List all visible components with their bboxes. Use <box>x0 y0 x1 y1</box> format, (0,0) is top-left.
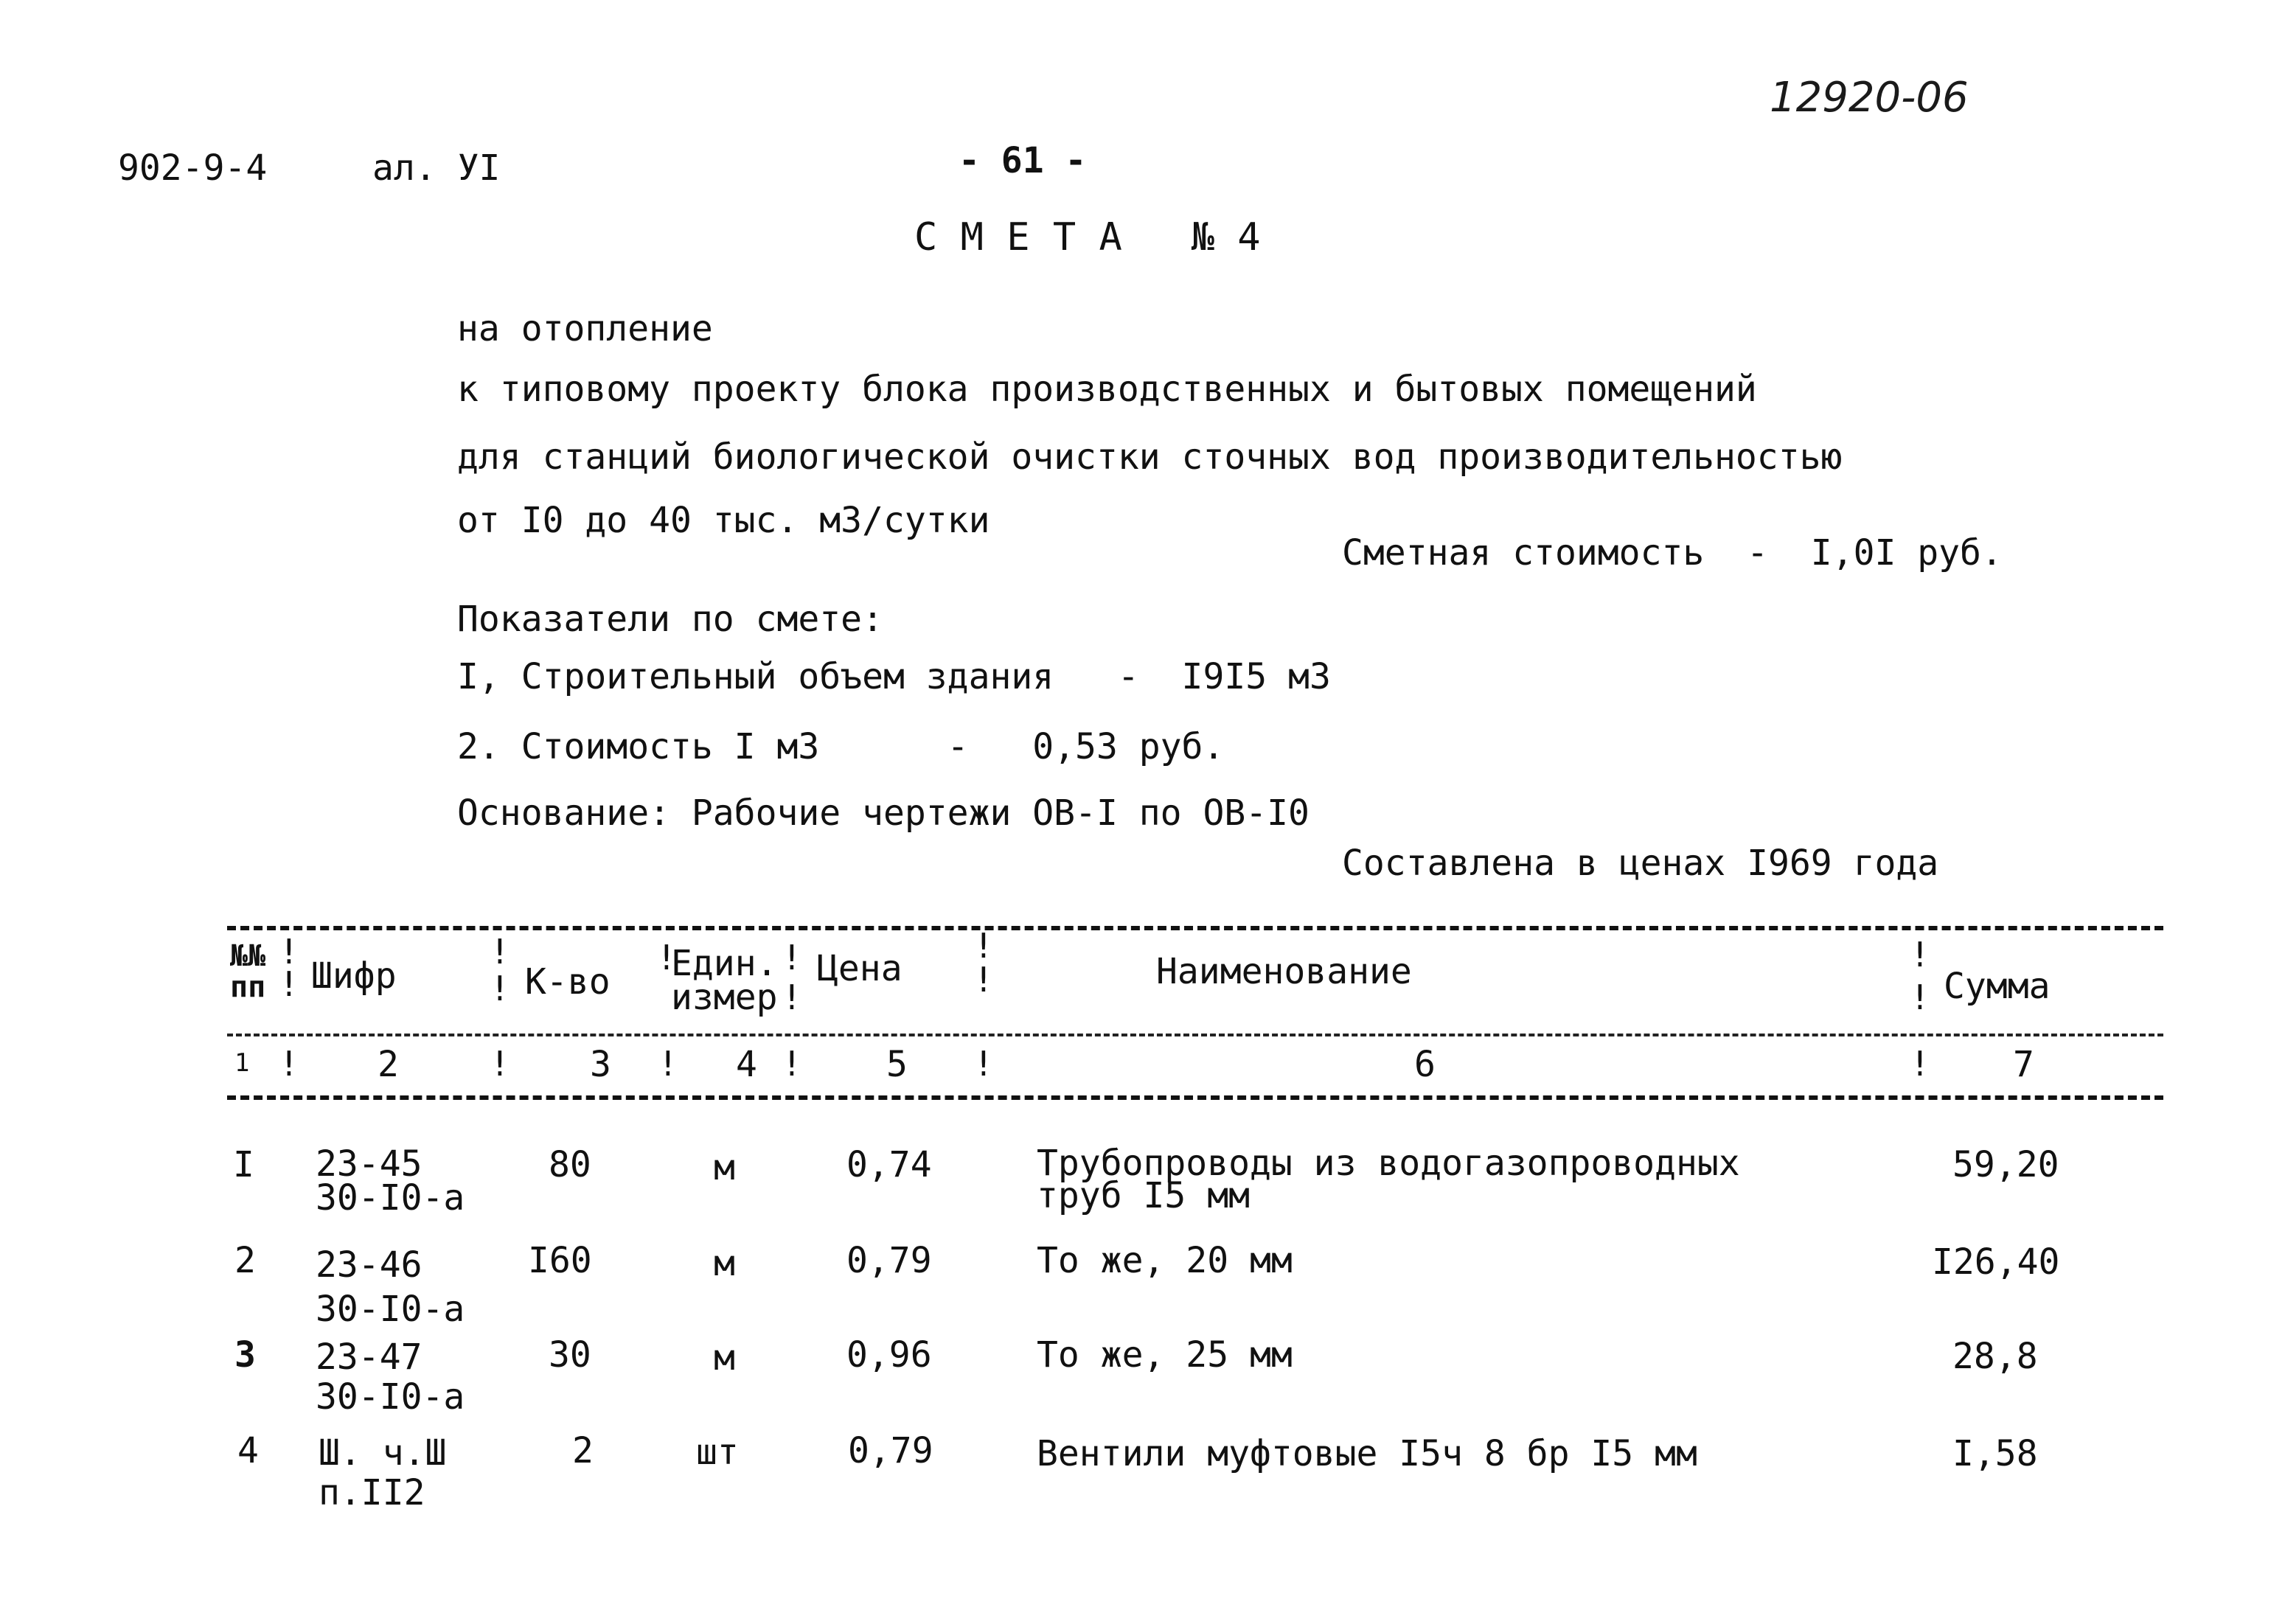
basis-drawings: Основание: Рабочие чертежи ОВ-I по ОВ-I0 <box>457 792 1310 834</box>
intro-line-2: к типовому проекту блока производственных и бытовых помещений <box>457 369 1757 410</box>
table-top-rule <box>227 926 2163 930</box>
row-qty: I60 <box>528 1240 592 1281</box>
row-unit: м <box>714 1147 735 1188</box>
row-sum: 28,8 <box>1952 1336 2038 1377</box>
intro-line-3: для станций биологической очистки сточных вод производительностью <box>457 436 1843 478</box>
row-price: 0,96 <box>846 1334 932 1376</box>
project-code: 902-9-4 <box>118 147 268 189</box>
indicators-title: Показатели по смете: <box>457 599 883 640</box>
row-sum: I26,40 <box>1932 1241 2060 1283</box>
row-num: 2 <box>234 1240 256 1281</box>
row-unit: шт <box>696 1432 739 1473</box>
indicator-building-volume: I, Строительный объем здания - I9I5 м3 <box>457 656 1331 697</box>
table-header-rule <box>227 1034 2163 1036</box>
estimated-cost: Сметная стоимость - I,0I руб. <box>1342 532 2003 574</box>
row-price: 0,74 <box>846 1144 932 1185</box>
col-num-3: 3 <box>590 1044 611 1085</box>
prices-year: Составлена в ценах I969 года <box>1342 843 1939 884</box>
indicator-cost-per-m3: 2. Стоимость I м3 - 0,53 руб. <box>457 726 1225 767</box>
row-code: 23-46 30-I0-а <box>316 1244 465 1330</box>
row-unit: м <box>714 1337 735 1379</box>
row-unit: м <box>714 1243 735 1284</box>
row-sum: I,58 <box>1952 1433 2038 1474</box>
row-num: I <box>233 1144 254 1185</box>
header-sum: Сумма <box>1944 966 2051 1007</box>
header-price: Цена <box>817 948 902 989</box>
row-qty: 80 <box>549 1144 591 1185</box>
row-name: То же, 25 мм <box>1037 1334 1293 1376</box>
document-title: С М Е Т А № 4 <box>914 215 1261 259</box>
row-num: 3 <box>234 1334 256 1376</box>
row-name: Трубопроводы из водогазопроводных труб I5 мм <box>1037 1143 1740 1216</box>
handwritten-archive-number: 12920-06 <box>1770 74 1969 122</box>
col-num-6: 6 <box>1414 1044 1436 1085</box>
col-num-2: 2 <box>378 1044 399 1085</box>
row-price: 0,79 <box>846 1240 932 1281</box>
page-number: - 61 - <box>959 140 1087 181</box>
row-name: Вентили муфтовые I5ч 8 бр I5 мм <box>1037 1433 1697 1474</box>
row-code: Ш. ч.Ш п.II2 <box>319 1432 447 1513</box>
col-num-4: 4 <box>736 1044 757 1085</box>
row-num: 4 <box>237 1430 259 1471</box>
table-colnum-rule <box>227 1095 2163 1100</box>
header-qty: К-во <box>525 961 611 1003</box>
col-num-7: 7 <box>2013 1044 2034 1085</box>
album-label: ал. УI <box>372 147 501 189</box>
row-qty: 2 <box>572 1430 594 1471</box>
intro-line-4: от I0 до 40 тыс. м3/сутки <box>457 500 990 541</box>
row-qty: 30 <box>549 1334 591 1376</box>
row-sum: 59,20 <box>1952 1144 2059 1185</box>
row-code: 23-45 30-I0-а <box>316 1143 465 1219</box>
header-name: Наименование <box>1156 951 1412 992</box>
header-unit: Един. измер <box>671 943 778 1018</box>
col-num-5: 5 <box>886 1044 908 1085</box>
row-code: 23-47 30-I0-а <box>316 1337 465 1418</box>
col-num-1: 1 <box>234 1048 250 1078</box>
header-code: Шифр <box>311 955 397 997</box>
row-price: 0,79 <box>848 1430 933 1471</box>
header-num: №№ пп <box>230 939 266 1004</box>
intro-line-1: на отопление <box>457 308 713 349</box>
row-name: То же, 20 мм <box>1037 1240 1293 1281</box>
